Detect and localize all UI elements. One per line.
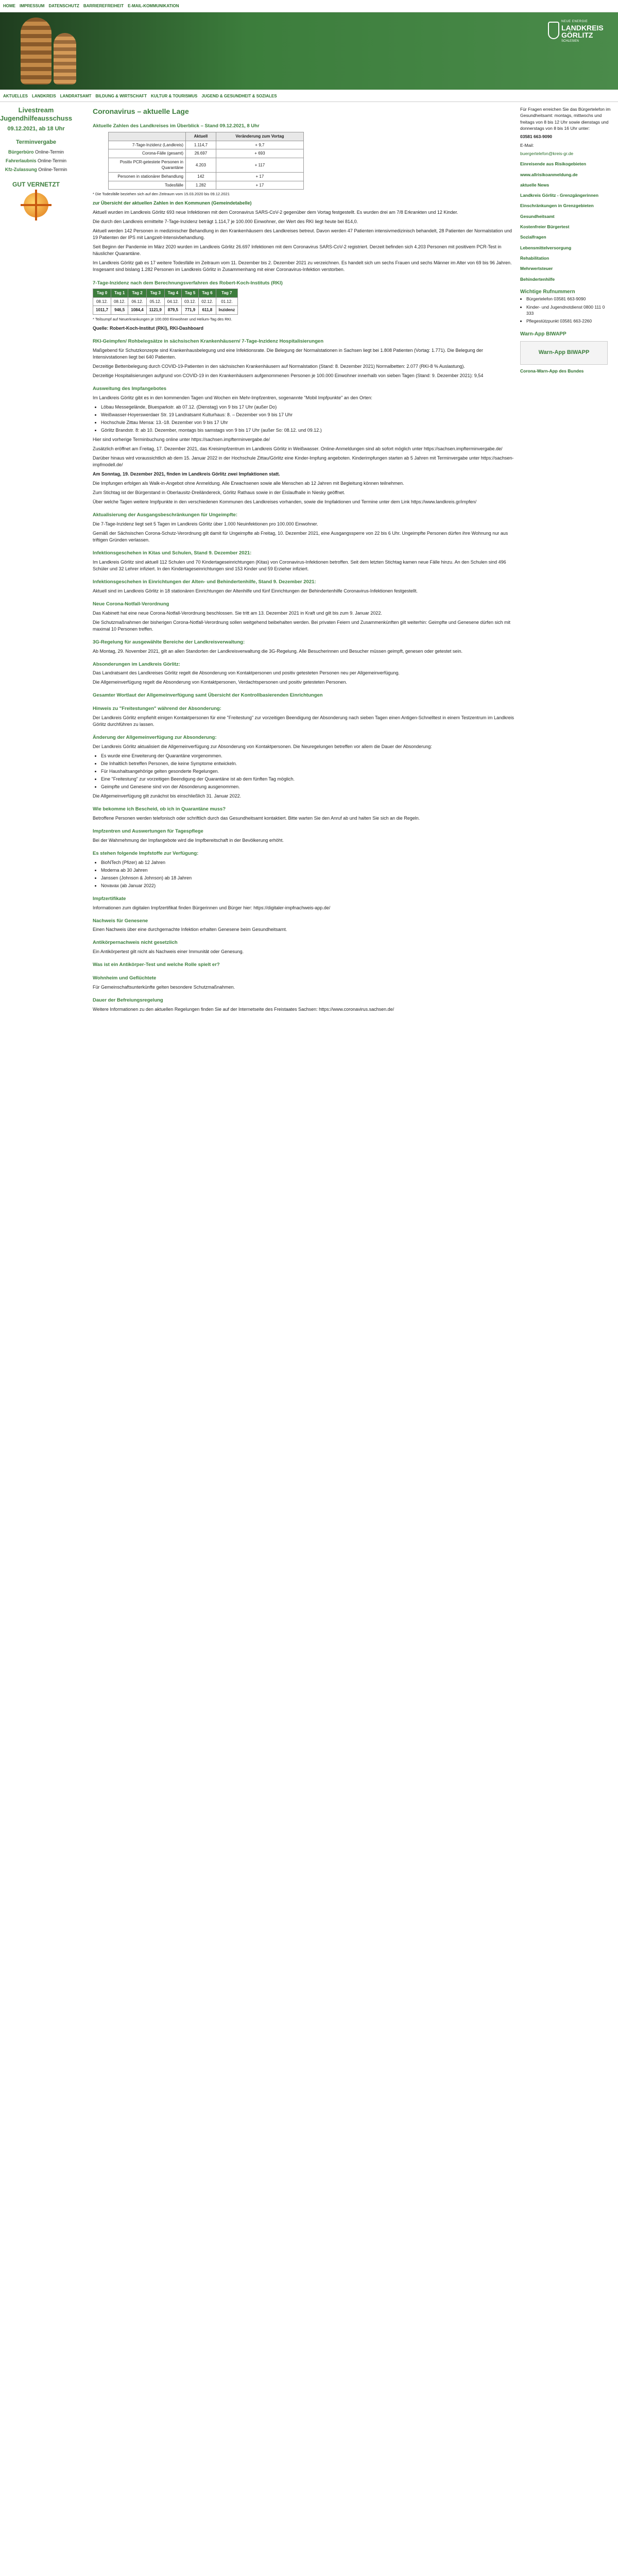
sidebar-link[interactable]: Kostenfreier Bürgertest [520,224,570,230]
nav-jugend[interactable]: JUGEND & GESUNDHEIT & SOZIALES [201,93,277,98]
paragraph: Die 7-Tage-Inzidenz liegt seit 5 Tagen im Landkreis Görlitz über 1.000 Neuinfektionen pro 100.000 Einwohner. [93,521,318,527]
livestream-title[interactable]: Livestream Jugendhilfeausschuss [0,106,73,122]
hotline-phone[interactable]: 03581 663-9090 [520,134,552,140]
vaccine-list [101,859,515,889]
top-link-home[interactable]: HOME [3,3,15,8]
paragraph: Das Landratsamt des Landkreises Görlitz regelt die Absonderung von Kontaktpersonen und positiv getesteten Personen neu per Allgemeinverfügung. [93,670,400,676]
gemeindetabelle-link[interactable]: zur Übersicht der aktuellen Zahlen in den Kommunen (Gemeindetabelle) [93,200,252,206]
numbers-table: Aktuell Veränderung zum Vortag 7-Tage-Inzidenz (Landkreis) 1.114,7 + 9,7 Corona-Fälle (gesamt) 26.697 + 693 Positiv PCR-getestete Personen in Quarantäne 4.203 + 117 Personen in stationärer Behandlung 142 + 17 Todesfälle 1.282 + 17 [108,132,304,190]
list-item: • Es wurde eine Erweiterung der Quarantäne vorgenommen. [101,753,515,759]
paragraph: Ab Montag, 29. November 2021, gilt an allen Standorten der Landkreisverwaltung die 3G-Regelung. Alle Besucherinnen und Besucher müssen geimpft, genesen oder getestet sein. [93,648,462,654]
section-heading: Infektionsgeschehen in Kitas und Schulen, Stand 9. Dezember 2021: [93,550,252,556]
numbers-subtitle: Aktuelle Zahlen des Landkreises im Überblick – Stand 09.12.2021, 8 Uhr [93,123,260,129]
section-heading: Absonderungen im Landkreis Görlitz: [93,661,180,667]
section-heading: Infektionsgeschehen in Einrichtungen der Alten- und Behindertenhilfe, Stand 9. Dezember 2021: [93,579,316,585]
virus-icon[interactable] [24,193,48,217]
list-item[interactable]: • Pflegestützpunkt 03581 663-2260 [526,318,613,324]
section-heading: Impfzentren und Auswertungen für Tagespflege [93,828,203,834]
logo-landkreis: LANDKREIS [561,23,604,32]
sidebar-link[interactable]: Mehrwertsteuer [520,266,553,272]
changes-list [101,753,515,790]
paragraph: * Teilsumpf auf Neuerkrankungen je 100.000 Einwohner und Helium-Tag des RKI. [93,317,232,322]
sidebar-link[interactable]: Sozialfragen [520,234,546,240]
paragraph: Im Landkreis Görlitz sind aktuell 112 Schulen und 70 Kindertageseinrichtungen (Kitas) von Coronavirus-Infektionen betroffen. Seit dem letzten Stichtag kamen neue Fälle hinzu. An den Schulen sind 496 Schüler und 32 Lehrer infiziert. In den Kindertageseinrichtungen sind 153 Kinder und 59 Erzieher infiziert. [93,559,506,572]
paragraph: Zum Stichtag ist der Bürgerstand in Oberlausitz-Dreiländereck, Görlitz Rathaus sowie in der Eislaufhalle in Niesky geöffnet. [93,490,346,496]
paragraph: Derzeitige Hospitalisierungen aufgrund von COVID-19 in den Krankenhäusern aufgenommenen Personen je 100.000 Einwohner innerhalb von sieben Tagen (Stand: 9. Dezember 2021): 9,54 [93,372,484,378]
paragraph[interactable]: Zusätzlich eröffnet am Freitag, 17. Dezember 2021, das Kreisimpfzentrum im Landkreis Görlitz in Weißwasser. Online-Anmeldungen sind ab sofort möglich unter https://sachsen.impfterminvergabe.de/ [93,446,503,451]
paragraph: Im Landkreis Görlitz gab es 17 weitere Todesfälle im Zeitraum vom 11. Dezember bis 2. Dezember 2021 zu verzeichnen. Es handelt sich um sechs Frauen und sechs Männer im Alter von 69 bis 96 Jahren. Insgesamt sind bislang 1.282 Personen im Landkreis Görlitz in Zusammenhang mit einer Coronavirus-Infektion verstorben. [93,260,512,273]
impf-list [101,404,515,434]
paragraph: Maßgebend für Schutzkonzepte sind Krankenhausbelegung und eine Infektionsrate. Die Belegung der Normalstationen in Sachsen liegt bei 1.808 Patienten (Vortag: 1.771). Die Belegung der Intensivstationen liegt bei 640 Patienten. [93,347,483,360]
top-link-impressum[interactable]: IMPRESSUM [20,3,45,8]
hero-banner [0,12,618,90]
paragraph: Die Allgemeinverfügung gilt zunächst bis einschließlich 31. Januar 2022. [93,793,242,799]
paragraph: Der Landkreis Görlitz empfiehlt einigen Kontaktpersonen für eine "Freitestung" zur vorzeitigen Beendigung der Absonderung nach sieben Tagen einen Antigen-Schnelltest in einem Testzentrum im Landkreis Görlitz durchführen zu lassen. [93,715,514,727]
paragraph[interactable]: Über welche Tagen weitere Impfpunkte in den verschiedenen Kommunen des Landkreises vorhanden, sowie die Impfaktionen und Termine unter dem Link https://www.landkreis.gr/impfen/ [93,499,477,505]
nav-landratsamt[interactable]: LANDRATSAMT [60,93,92,98]
paragraph: Seit Beginn der Pandemie im März 2020 wurden im Landkreis Görlitz 26.697 Infektionen mit dem Coronavirus SARS-CoV-2 registriert. Derzeit befinden sich 4.203 Personen mit positivem PCR-Test in häuslicher Quarantäne. [93,244,502,257]
section-heading: Änderung der Allgemeinverfügung zur Absonderung: [93,735,217,741]
hero-artwork [21,18,52,84]
livestream-date: 09.12.2021, ab 18 Uhr [7,126,65,132]
sidebar-link[interactable]: Rehabilitation [520,256,550,261]
page-title: Coronavirus – aktuelle Lage [93,107,189,115]
logo-goerlitz: GÖRLITZ [561,31,593,40]
termin-kfz[interactable]: Kfz-Zulassung Online-Termin [5,167,67,173]
paragraph[interactable]: Informationen zum digitalen Impfzertifikat finden Bürgerinnen und Bürger hier: https://digitaler-impfnachweis-app.de/ [93,905,331,910]
list-item: • Für Haushaltsangehörige gelten gesonderte Regelungen. [101,768,515,775]
list-item[interactable]: • Kinder- und Jugendnotdienst 0800 111 0 333 [526,304,613,317]
paragraph: Die Schutzmaßnahmen der bisherigen Corona-Notfall-Verordnung sollen weitgehend beibehalten werden. Bei privaten Feiern und Zusammenkünften gilt weiterhin: Geimpfte und Genesene dürfen sich mit maximal 10 Personen treffen. [93,619,510,632]
sidebar-link[interactable]: Einschränkungen in Grenzgebieten [520,203,594,209]
right-sidebar [520,106,613,377]
list-item: • Moderna ab 30 Jahren [101,867,515,874]
hero-artwork-2 [54,33,76,84]
paragraph[interactable]: Darüber hinaus wird voraussichtlich ab dem 15. Januar 2022 in der Hochschule Zittau/Görlitz eine Kinder-Impfung angeboten. Kinderimpfungen starten ab 5 Jahren mit Terminvergabe unter https://sachsen-impfmodell.de/ [93,455,514,468]
section-heading: Dauer der Befreiungsregelung [93,997,163,1003]
paragraph: Ein Antikörpertest gilt nicht als Nachweis einer Immunität oder Genesung. [93,949,244,955]
list-item: • Löbau Messegelände, Bluesparkstr. ab 07.12. (Dienstag) von 9 bis 17 Uhr (außer Do) [101,404,515,411]
list-item: • Die Inhaltlich betreffen Personen, die keine Symptome entwickeln. [101,760,515,767]
paragraph: Einen Nachweis über eine durchgemachte Infektion erhalten Genesene beim Gesundheitsamt. [93,927,287,933]
list-item: • BioNTech (Pfizer) ab 12 Jahren [101,859,515,866]
list-item: • Geimpfte und Genesene sind von der Absonderung ausgenommen. [101,784,515,790]
section-heading: Es stehen folgende Impfstoffe zur Verfügung: [93,850,199,856]
paragraph: Die Impfungen erfolgen als Walk-in-Angebot ohne Anmeldung. Alle Erwachsenen sowie alle Menschen ab 12 Jahren mit Begleitung können teilnehmen. [93,481,404,486]
terminvergabe-title: Terminvergabe [15,139,57,146]
section-heading: RKI-Geimpfen/ Rohbelegsätze in sächsischen Krankenhäusern/ 7-Tage-Inzidenz Hospitalisierungen [93,338,324,344]
section-heading: Nachweis für Genesene [93,918,148,924]
phone-numbers-title: Wichtige Rufnummern [520,289,575,295]
section-heading: 7-Tage-Inzidenz nach dem Berechnungsverfahren des Robert-Koch-Instituts (RKI) [93,280,283,286]
sidebar-link[interactable]: Lebensmittelversorgung [520,245,572,250]
paragraph: Die durch den Landkreis ermittelte 7-Tage-Inzidenz beträgt 1.114,7 je 100.000 Einwohner, der Wert des RKI liegt heute bei 814,0. [93,219,358,225]
gut-vernetzt-title: GUT VERNETZT [12,181,60,189]
top-link-barrierefreiheit[interactable]: BARRIEREFREIHEIT [83,3,124,8]
paragraph: Für Gemeinschaftsunterkünfte gelten besondere Schutzmaßnahmen. [93,984,235,990]
section-heading: 3G-Regelung für ausgewählte Bereiche der Landkreisverwaltung: [93,639,245,645]
sidebar-link[interactable]: aktuelle News [520,182,550,188]
section-heading: Wohnheim und Geflüchtete [93,975,157,981]
section-heading: Antikörpernachweis nicht gesetzlich [93,940,178,946]
section-heading: Wie bekomme ich Bescheid, ob ich in Quarantäne muss? [93,806,226,812]
paragraph: Betroffene Personen werden telefonisch oder schriftlich durch das Gesundheitsamt kontaktiert. Bitte warten Sie den Anruf ab und halten Sie sich an die Regeln. [93,815,420,821]
paragraph: Im Landkreis Görlitz gibt es in den kommenden Tagen und Wochen ein Mehr-Impfzentren, sogenannte "Mobil Impfpunkte" an den Orten: [93,395,372,400]
sidebar-link[interactable]: Behindertenhilfe [520,276,555,282]
paragraph-bold: Am Sonntag, 19. Dezember 2021, finden im Landkreis Görlitz zwei Impfaktionen statt. [93,471,280,477]
paragraph: Derzeitige Bettenbelegung durch COVID-19-Patienten in den sächsischen Krankenhäusern auf Normalstation (Stand: 8. Dezember 2021) Normalbetten: 2.077 (RKI-8 % Auslastung). [93,363,465,369]
main-navigation [0,91,618,102]
section-heading: Aktualisierung der Ausgangsbeschränkungen für Ungeimpfte: [93,512,237,518]
nav-bildung[interactable]: BILDUNG & WIRTSCHAFT [95,93,147,98]
hotline-intro: Für Fragen erreichen Sie das Bürgertelefon im Gesundheitsamt: montags, mittwochs und freitags von 8 bis 12 Uhr sowie dienstags und donnerstags von 8 bis 16 Uhr unter: [520,107,611,131]
table-row: Corona-Fälle (gesamt) 26.697 + 693 [109,149,304,158]
sidebar-link[interactable]: Gesundheitsamt [520,213,555,219]
table-row: Positiv PCR-getestete Personen in Quarantäne 4.203 + 117 [109,158,304,172]
nav-aktuelles[interactable]: AKTUELLES [3,93,28,98]
list-item: • Eine "Freitestung" zur vorzeitigen Beendigung der Quarantäne ist ab dem fünften Tag möglich. [101,776,515,783]
logo-shield-icon[interactable] [548,22,559,39]
list-item: • Hochschule Zittau Mensa: 13.-18. Dezember von 9 bis 17 Uhr [101,419,515,426]
nav-landkreis[interactable]: LANDKREIS [32,93,56,98]
sidebar-link[interactable]: www.allrisikoanmeldung.de [520,172,578,177]
sidebar-link[interactable]: Landkreis Görlitz - Grenzgängerinnen [520,193,599,198]
termin-buergerbuero[interactable]: Bürgerbüro Online-Termin [8,149,64,155]
paragraph: Der Landkreis Görlitz aktualisiert die Allgemeinverfügung zur Absonderung von Kontaktpersonen. Die Neuregelungen betreffen vor allem die Dauer der Absonderung: [93,743,432,749]
paragraph: Quelle: Robert-Koch-Institut (RKI), RKI-Dashboard [93,325,203,331]
warn-app-note[interactable]: Corona-Warn-App des Bundes [520,368,584,374]
list-item: • Novavax (ab Januar 2022) [101,883,515,889]
list-item: • Görlitz Brandstr. 8: ab 10. Dezember, montags bis samstags von 9 bis 17 Uhr (außer So: 08.12. und 09.12.) [101,427,515,434]
hotline-email-label: E-Mail: [520,142,534,148]
paragraph[interactable]: Hier sind vorherige Terminbuchung online unter https://sachsen.impfterminvergabe.de/ [93,436,270,442]
paragraph: Das Kabinett hat eine neue Corona-Notfall-Verordnung beschlossen. Sie tritt am 13. Dezember 2021 in Kraft und gilt bis zum 9. Januar 2022. [93,610,382,616]
paragraph[interactable]: Weitere Informationen zu den aktuellen Regelungen finden Sie auf der Internetseite des Freistaates Sachsen: https://www.coronavirus.sachsen.de/ [93,1006,394,1012]
table-row: Todesfälle 1.282 + 17 [109,181,304,190]
table-row: 7-Tage-Inzidenz (Landkreis) 1.114,7 + 9,7 [109,141,304,149]
table-note: * Die Todesfälle beziehen sich auf den Zeitraum vom 15.03.2020 bis 09.12.2021 [93,192,230,197]
warn-app-title: Warn-App BIWAPP [520,331,566,337]
left-sidebar [0,106,72,217]
top-bar [0,0,618,12]
incidence-table: Tag 0 Tag 1 Tag 2 Tag 3 Tag 4 Tag 5 Tag 6 Tag 7 08.12. 08.12. 06.12. 05.12. 04.12. 03.12. 02.12. 01.12. 1011,7 946,5 1084,4 1121,9 879,5 771,9 611,8 Inzidenz [93,289,238,315]
logo-region: SCHLESIEN [561,40,579,43]
paragraph: Die Allgemeinverfügung regelt die Absonderung von Kontaktpersonen, Verdachtspersonen und positiv getesteten Personen. [93,680,347,685]
section-heading: Impfzertifikate [93,895,126,902]
site-logo[interactable] [561,20,613,43]
list-item[interactable]: • Bürgertelefon 03581 663-9090 [526,296,613,302]
hero-background [0,12,618,90]
nav-kultur[interactable]: KULTUR & TOURISMUS [150,93,198,98]
paragraph: Aktuell wurden im Landkreis Görlitz 693 neue Infektionen mit dem Coronavirus SARS-CoV-2 gegenüber dem Vortag festgestellt. Es wurden drei am 7/8 Erkrankten und 12 Kinder. [93,210,458,215]
hotline-email[interactable]: buergertelefon@kreis-gr.de [520,150,574,156]
section-heading: Was ist ein Antikörper-Test und welche Rolle spielt er? [93,962,220,968]
table-row: Personen in stationärer Behandlung 142 + 17 [109,173,304,181]
section-heading: Neue Corona-Notfall-Verordnung [93,601,169,607]
section-heading: Hinweis zu "Freitestungen" während der Absonderung: [93,706,221,712]
paragraph: Bei der Wahrnehmung der Impfangebote wird die Impfbereitschaft in der Bevölkerung erhöht. [93,837,284,843]
top-link-email[interactable]: E-MAIL-KOMMUNIKATION [128,3,179,8]
paragraph: Aktuell werden 142 Personen in medizinischer Behandlung in den Krankenhäusern des Landkreises betreut. Davon werden 47 Patienten intensivmedizinisch behandelt, 28 Patienten der Normalstation und 19 Patienten der IPS mit Langzeit-Intensivbehandlung. [93,228,512,241]
top-link-datenschutz[interactable]: DATENSCHUTZ [48,3,79,8]
phone-list [526,296,613,324]
paragraph: Gemäß der Sächsischen Corona-Schutz-Verordnung gilt damit für Ungeimpfte ab Freitag, 10. Dezember 2021, eine Ausgangssperre von 22 bis 6 Uhr. Ungeimpfte Personen dürfen ihre Wohnung nur aus triftigen Gründen verlassen. [93,531,508,543]
list-item: • Weißwasser-Hoyerswerdaer Str. 19 Landratsamt Kulturhaus: 8. – Dezember von 9 bis 17 Uhr [101,412,515,418]
sidebar-link[interactable]: Einreisende aus Risikogebieten [520,161,587,167]
section-heading[interactable]: Gesamter Wortlaut der Allgemeinverfügung samt Übersicht der Kontrollbasierenden Einrichtungen [93,692,323,699]
warn-app-banner[interactable]: Warn-App BIWAPP [520,341,608,365]
list-item: • Janssen (Johnson & Johnson) ab 18 Jahren [101,875,515,882]
termin-fahrerlaubnis[interactable]: Fahrerlaubnis Online-Termin [5,158,67,164]
paragraph: Aktuell sind im Landkreis Görlitz in 18 stationären Einrichtungen der Altenhilfe und fünf Einrichtungen der Behindertenhilfe Coronavirus-Infektionen festgestellt. [93,588,418,594]
logo-tagline: NEUE ENERGIE [561,20,588,23]
main-content [93,106,515,1015]
section-heading: Ausweitung des Impfangebotes [93,385,167,392]
